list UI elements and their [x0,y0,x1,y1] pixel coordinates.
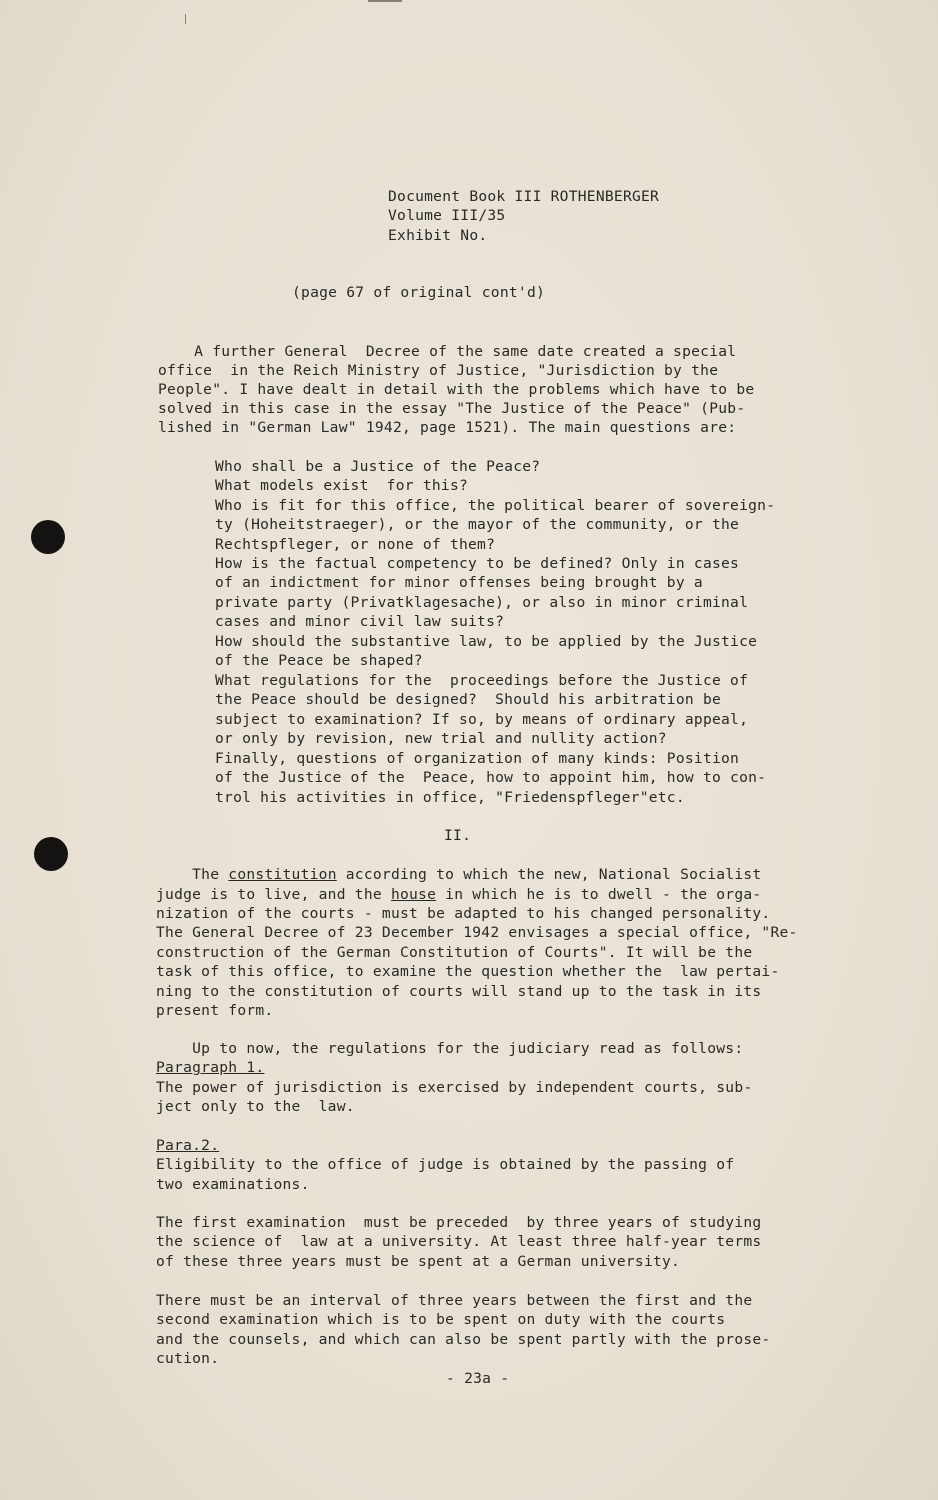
page-reference: (page 67 of original cont'd) [292,284,546,301]
question-line: or only by revision, new trial and nullity action? [215,730,667,747]
question-line: What regulations for the proceedings before the Justice of [215,672,749,689]
section-line: nization of the courts - must be adapted to his changed personality. [156,905,771,922]
section-heading: II. [444,827,472,844]
paragraph-1-heading: Paragraph 1. [156,1059,265,1076]
section-line: construction of the German Constitution of Courts". It will be the [156,944,753,961]
paragraph-1-line: The power of jurisdiction is exercised by independent courts, sub- [156,1079,753,1096]
interval-line: There must be an interval of three years between the first and the [156,1292,753,1309]
paragraph-2-line: two examinations. [156,1176,310,1193]
question-line: What models exist for this? [215,477,469,494]
paragraph-2-line: Eligibility to the office of judge is obtained by the passing of [156,1156,735,1173]
intro-line: People". I have dealt in detail with the problems which have to be [158,381,755,398]
question-line: How is the factual competency to be defined? Only in cases [215,555,740,572]
section-line: ning to the constitution of courts will stand up to the task in its [156,983,762,1000]
first-exam-line: The first examination must be preceded by three years of studying [156,1214,762,1231]
header-doc-book: Document Book III ROTHENBERGER [388,188,660,205]
question-line: the Peace should be designed? Should his arbitration be [215,691,722,708]
intro-line: office in the Reich Ministry of Justice, "Jurisdiction by the [158,362,719,379]
header-volume: Volume III/35 [388,207,506,224]
interval-line: cution. [156,1350,220,1367]
top-edge-mark [185,14,186,24]
question-line: of the Peace be shaped? [215,652,423,669]
top-edge-mark-2 [368,0,402,2]
section-line: task of this office, to examine the question whether the law pertai- [156,963,780,980]
section-line: The constitution according to which the new, National Socialist [156,866,762,883]
punch-hole-top [31,520,65,554]
section-line: The General Decree of 23 December 1942 envisages a special office, "Re- [156,924,798,941]
interval-line: second examination which is to be spent on duty with the courts [156,1311,726,1328]
question-line: Finally, questions of organization of many kinds: Position [215,750,740,767]
question-line: How should the substantive law, to be applied by the Justice [215,633,758,650]
first-exam-line: the science of law at a university. At least three half-year terms [156,1233,762,1250]
intro-line: A further General Decree of the same date created a special [158,343,737,360]
question-line: trol his activities in office, "Friedenspfleger"etc. [215,789,685,806]
question-line: ty (Hoheitstraeger), or the mayor of the community, or the [215,516,740,533]
section-line: judge is to live, and the house in which he is to dwell - the orga- [156,886,762,903]
question-line: private party (Privatklagesache), or also in minor criminal [215,594,749,611]
paragraph-2-heading: Para.2. [156,1137,220,1154]
question-line: Who shall be a Justice of the Peace? [215,458,541,475]
interval-line: and the counsels, and which can also be spent partly with the prose- [156,1331,771,1348]
regulations-intro: Up to now, the regulations for the judiciary read as follows: [156,1040,744,1057]
header-exhibit: Exhibit No. [388,227,488,244]
question-line: cases and minor civil law suits? [215,613,505,630]
intro-line: solved in this case in the essay "The Justice of the Peace" (Pub- [158,400,746,417]
question-line: Rechtspfleger, or none of them? [215,536,496,553]
punch-hole-bottom [34,837,68,871]
first-exam-line: of these three years must be spent at a German university. [156,1253,681,1270]
paragraph-1-line: ject only to the law. [156,1098,355,1115]
question-line: of the Justice of the Peace, how to appoint him, how to con- [215,769,767,786]
intro-line: lished in "German Law" 1942, page 1521). The main questions are: [158,419,737,436]
page-number: - 23a - [446,1370,510,1387]
question-line: of an indictment for minor offenses being brought by a [215,574,703,591]
question-line: subject to examination? If so, by means of ordinary appeal, [215,711,749,728]
section-line: present form. [156,1002,274,1019]
question-line: Who is fit for this office, the political bearer of sovereign- [215,497,776,514]
